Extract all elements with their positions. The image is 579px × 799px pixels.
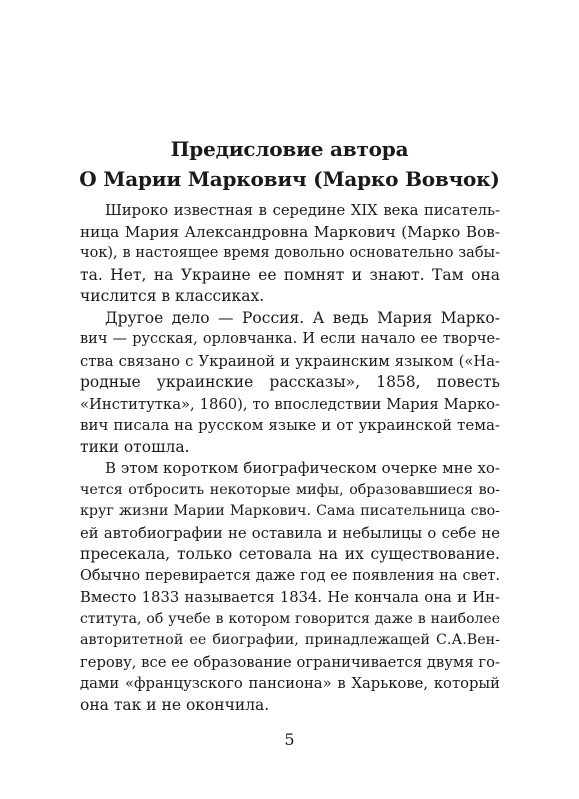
- text-line: чок), в настоящее время довольно основательно забы-: [80, 245, 500, 261]
- text-line: ства связано с Украиной и украинским языком («На-: [80, 352, 500, 370]
- text-line: она так и не окончила.: [80, 695, 270, 714]
- text-line: Другое дело — Россия. А ведь Мария Марко-: [105, 308, 500, 327]
- text-line: тики отошла.: [80, 437, 190, 456]
- text-line: родные украинские рассказы», 1858, повесть: [80, 373, 500, 391]
- section-title: Предисловие автора: [170, 137, 409, 161]
- text-line: вич писала на русском языке и от украинской тема-: [80, 416, 500, 434]
- page-number: 5: [284, 730, 295, 749]
- text-line: герову, все ее образование ограничивается двумя го-: [80, 653, 500, 671]
- text-line: ница Мария Александровна Маркович (Марко Вов-: [80, 222, 500, 241]
- text-line: «Институтка», 1860), то впоследствии Мария Марко-: [80, 395, 500, 413]
- text-line: дами «французского пансиона» в Харькове, который: [80, 675, 500, 692]
- text-line: ститута, об учебе в котором говорится даже в наиболее: [80, 610, 500, 627]
- text-line: авторитетной ее биографии, принадлежащей С.А.Вен-: [80, 632, 500, 648]
- text-line: Широко известная в середине XIX века писатель-: [105, 202, 500, 219]
- text-line: Обычно перевирается даже год ее появления на свет.: [80, 567, 500, 584]
- text-line: чется отбросить некоторые мифы, образовавшиеся во-: [80, 481, 500, 498]
- section-subtitle: О Марии Маркович (Марко Вовчок): [79, 167, 500, 191]
- text-line: числится в классиках.: [80, 287, 265, 305]
- text-line: ей автобиографии не оставила и небылицы о себе не: [80, 524, 500, 542]
- text-line: вич — русская, орловчанка. И если начало ее творче-: [80, 331, 500, 347]
- text-line: В этом коротком биографическом очерке мне хо-: [105, 459, 500, 477]
- text-line: пресекала, только сетовала на их существование.: [80, 545, 500, 563]
- text-line: та. Нет, на Украине ее помнят и знают. Там она: [80, 265, 500, 284]
- text-line: круг жизни Марии Маркович. Сама писательница сво-: [80, 503, 500, 519]
- text-line: Вместо 1833 называется 1834. Не кончала она и Ин-: [80, 589, 500, 606]
